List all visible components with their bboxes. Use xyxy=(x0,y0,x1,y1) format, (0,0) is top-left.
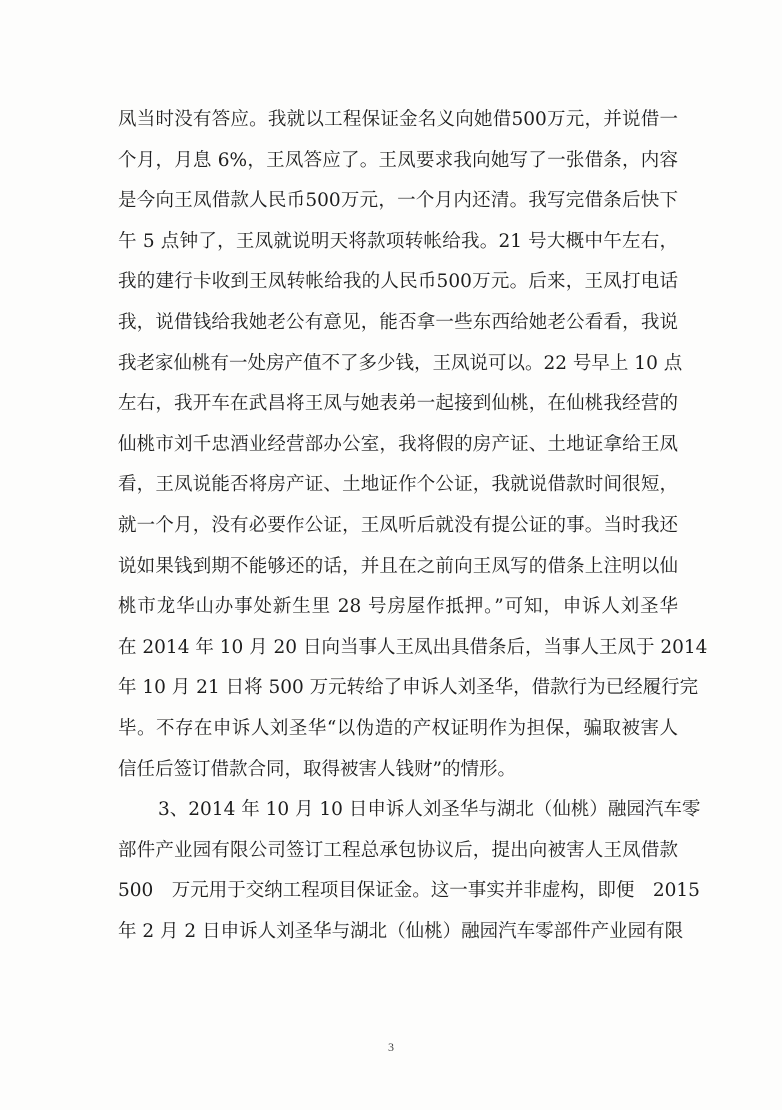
text-line: 信任后签订借款合同，取得被害人钱财”的情形。 xyxy=(118,758,516,780)
text-line: 毕。不存在申诉人刘圣华“以伪造的产权证明作为担保，骗取被害人 xyxy=(118,717,678,739)
text-line: 午 5 点钟了，王凤就说明天将款项转帐给我。21 号大概中午左右， xyxy=(118,230,678,252)
document-body xyxy=(118,100,708,952)
text-line: 是今向王凤借款人民币500万元，一个月内还清。我写完借条后快下 xyxy=(118,190,678,212)
text-line: 500 万元用于交纳工程项目保证金。这一事实并非虚构，即便 2015 xyxy=(118,880,700,902)
text-line: 凤当时没有答应。我就以工程保证金名义向她借500万元，并说借一 xyxy=(118,109,678,130)
text-line: 我老家仙桃有一处房产值不了多少钱，王凤说可以。22 号早上 10 点 xyxy=(118,352,683,374)
text-line: 就一个月，没有必要作公证，王凤听后就没有提公证的事。当时我还 xyxy=(118,514,678,536)
text-line: 仙桃市刘千忠酒业经营部办公室，我将假的房产证、土地证拿给王凤 xyxy=(118,433,678,455)
text-line: 部件产业园有限公司签订工程总承包协议后，提出向被害人王凤借款 xyxy=(118,839,678,861)
text-line: 我，说借钱给我她老公有意见，能否拿一些东西给她老公看看，我说 xyxy=(118,311,678,333)
text-line: 我的建行卡收到王凤转帐给我的人民币500万元。后来，王凤打电话 xyxy=(118,271,678,293)
text-line: 说如果钱到期不能够还的话，并且在之前向王凤写的借条上注明以仙 xyxy=(118,555,678,577)
text-line: 在 2014 年 10 月 20 日向当事人王凤出具借条后，当事人王凤于 2014 xyxy=(118,636,708,658)
text-line: 左右，我开车在武昌将王凤与她表弟一起接到仙桃，在仙桃我经营的 xyxy=(118,393,678,415)
text-line: 看，王凤说能否将房产证、土地证作个公证，我就说借款时间很短， xyxy=(118,474,678,496)
paragraph-start-line: 3、2014 年 10 月 10 日申诉人刘圣华与湖北（仙桃）融园汽车零 xyxy=(158,799,701,821)
text-line: 桃市龙华山办事处新生里 28 号房屋作抵押。”可知，申诉人刘圣华 xyxy=(118,596,678,618)
text-line: 个月，月息 6%，王凤答应了。王凤要求我向她写了一张借条，内容 xyxy=(118,149,678,171)
text-line: 年 2 月 2 日申诉人刘圣华与湖北（仙桃）融园汽车零部件产业园有限 xyxy=(118,920,684,942)
page-number: 3 xyxy=(388,1040,394,1054)
text-line: 年 10 月 21 日将 500 万元转给了申诉人刘圣华，借款行为已经履行完 xyxy=(118,677,699,699)
